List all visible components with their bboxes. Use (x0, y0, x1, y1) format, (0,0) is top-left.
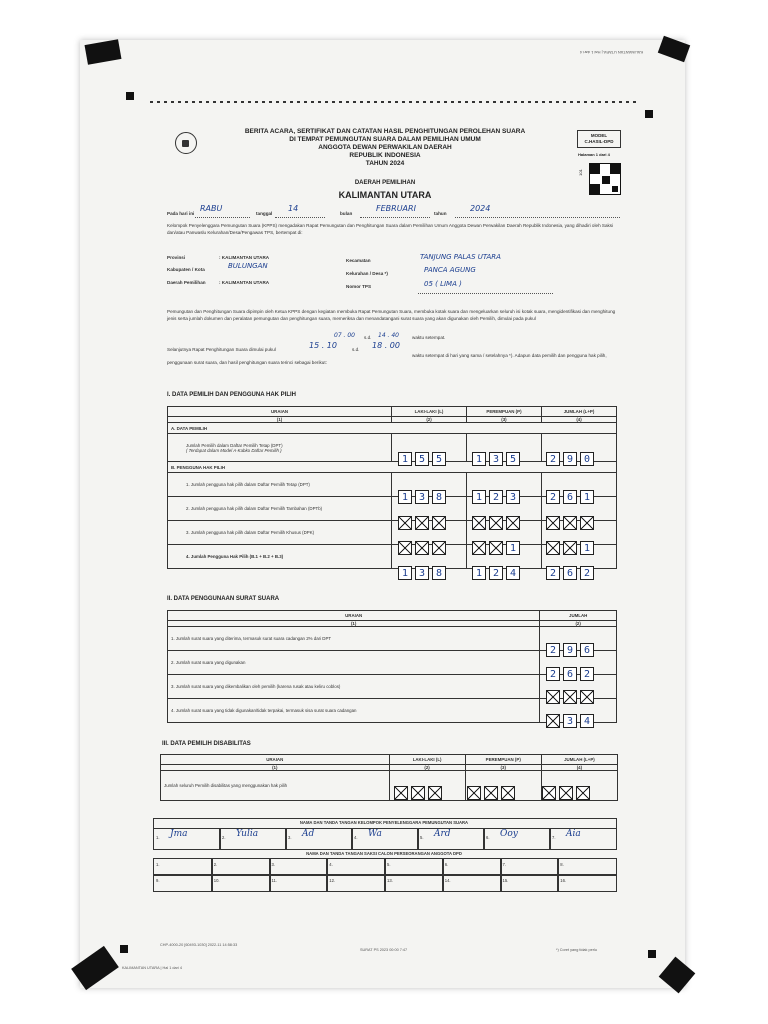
witness-number: 7. (502, 862, 506, 867)
procedure-paragraph: Pemungutan dan Penghitungan Suara dipimpin oleh Ketua KPPS dengan kegiatan membuka Rapat Pemungutan Suara, membuka kotak suara dan mengeluarkan seluruh isi kotak suara, mengidentifikasi dan menghitung jenis serta jumlah dokumen dan peralatan pemungutan dan penghitungan suara, memeriksa dan menandatangani surat suara yang akan digunakan oleh Pemilih, dimulai pada pukul (167, 309, 616, 321)
digit-box: 5 (415, 452, 429, 466)
witness-sign-cell (269, 874, 329, 892)
time-end: 14 . 40 (378, 332, 399, 339)
digit-box-crossed (580, 690, 594, 704)
witness-number: 13. (387, 878, 393, 883)
kpps-signature: Aia (566, 829, 581, 839)
footer-bottom: KALIMANTAN UTARA | Hal 1 dari 4 (122, 966, 182, 970)
s3-p (467, 786, 515, 800)
intro-paragraph: Kelompok Penyelenggara Pemungutan Suara (KPPS) mengadakan Rapat Pemungutan dan Penghitungan Suara dalam Pemilihan Umum Anggota Dewan Perwakilan Daerah Republik Indonesia, yang dihadiri oleh Saksi dan/atau Panwaslu Kelurahan/Desa/Pengawas TPS, bertempat di: (167, 223, 614, 235)
year-value: 2024 (470, 204, 491, 213)
digit-box: 5 (432, 452, 446, 466)
electoral-label: Daerah Pemilihan (167, 280, 206, 285)
witness-number: 15. (502, 878, 509, 883)
witness-title: NAMA DAN TANDA TANGAN SAKSI CALON PERSEORANGAN ANGGOTA DPD (306, 851, 462, 856)
digit-box: 2 (546, 643, 560, 657)
digit-group (472, 566, 520, 580)
col-num: (3) (466, 417, 541, 423)
footer-left: CHP-4000-20 [60493-1030] 2022-11 14:58:33 (160, 943, 238, 947)
kpps-sign-cell (549, 828, 617, 850)
digit-box: 2 (546, 490, 560, 504)
digit-box: 9 (563, 452, 577, 466)
village-label: Kelurahan / Desa *) (346, 271, 388, 276)
district-name: KALIMANTAN UTARA (338, 190, 432, 200)
col-laki: LAKI-LAKI (L) (389, 755, 465, 765)
time-start: 07 . 00 (334, 332, 355, 339)
kpps-title: NAMA DAN TANDA TANGAN KELOMPOK PENYELENGGARA PEMUNGUTAN SUARA (299, 820, 469, 825)
digit-box-crossed (576, 786, 590, 800)
regency-label: Kabupaten / Kota (167, 267, 205, 272)
digit-box: 3 (506, 490, 520, 504)
witness-number: 5. (387, 862, 391, 867)
digit-group (546, 667, 594, 681)
witness-sign-cell (384, 874, 444, 892)
village-value: PANCA AGUNG (424, 266, 476, 274)
subdistrict-label: Kecamatan (346, 258, 371, 263)
section-b-label: B. PENGGUNA HAK PILIH (168, 462, 617, 473)
digit-box: 2 (546, 452, 560, 466)
digit-box: 2 (489, 490, 503, 504)
witness-number: 12. (329, 878, 336, 883)
model-box: MODEL C.HASIL-DPD (577, 130, 621, 148)
col-num: (1) (168, 621, 540, 627)
digit-box-crossed (411, 786, 425, 800)
digit-box: 0 (580, 452, 594, 466)
regency-value: BULUNGAN (228, 262, 268, 270)
kpps-signature: Wa (368, 829, 382, 839)
count-start: 15 . 10 (309, 341, 337, 350)
digit-box: 9 (563, 643, 577, 657)
witness-sign-cell (211, 874, 271, 892)
tps-label: Nomor TPS (346, 284, 372, 289)
witness-number: 16. (560, 878, 567, 883)
kpps-number: 7. (552, 835, 556, 840)
electoral-value: : KALIMANTAN UTARA (219, 280, 270, 285)
date-value: 14 (288, 204, 299, 213)
digit-box-crossed (415, 541, 429, 555)
kpps-sign-cell (351, 828, 419, 850)
time-sep: s.d. (364, 335, 372, 340)
year-dots (455, 217, 620, 218)
section-1-title: I. DATA PEMILIH DAN PENGGUNA HAK PILIH (167, 392, 296, 398)
digit-box-crossed (467, 786, 481, 800)
digit-box-crossed (546, 516, 560, 530)
witness-number: 14. (444, 878, 451, 883)
col-jumlah: JUMLAH (L+P) (542, 407, 617, 417)
kpps-number: 4. (354, 835, 358, 840)
digit-box-crossed (563, 690, 577, 704)
digit-group (546, 566, 594, 580)
witness-sign-cell (557, 874, 617, 892)
col-num: (2) (392, 417, 467, 423)
s2-row-label: 4. Jumlah surat suara yang tidak digunakan/tidak terpakai, termasuk sisa surat suara cadangan (168, 699, 540, 723)
col-num: (1) (161, 765, 390, 771)
witness-number: 2. (213, 862, 218, 867)
witness-sign-cell (500, 874, 560, 892)
col-laki: LAKI-LAKI (L) (392, 407, 467, 417)
digit-group (472, 541, 520, 555)
tps-dots (418, 293, 553, 294)
digit-box-crossed (489, 541, 503, 555)
kpu-logo (175, 132, 197, 154)
s3-j (542, 786, 590, 800)
month-value: FEBRUARI (376, 204, 416, 213)
day-value: RABU (200, 204, 223, 213)
digit-box: 3 (415, 490, 429, 504)
digit-box-crossed (432, 516, 446, 530)
kpps-number: 5. (420, 835, 424, 840)
col-uraian: URAIAN (168, 407, 392, 417)
digit-box: 4 (506, 566, 520, 580)
witness-number: 3. (271, 862, 275, 867)
kpps-number: 6. (486, 835, 490, 840)
col-perempuan: PEREMPUAN (P) (466, 407, 541, 417)
col-num: (2) (540, 621, 617, 627)
day-dots (195, 217, 250, 218)
day-label: Pada hari ini (167, 211, 195, 216)
digit-box-crossed (559, 786, 573, 800)
digit-group (398, 541, 446, 555)
digit-group (546, 643, 594, 657)
digit-box-crossed (542, 786, 556, 800)
s1-a-j (546, 452, 594, 466)
registration-mark (120, 945, 128, 953)
dpt-row-line2: ( Terdapat dalam Model A-Kabko Daftar Pemilih ) (186, 447, 282, 453)
footer-right: *) Coret yang tidak perlu (556, 948, 597, 952)
digit-group (472, 490, 520, 504)
count-end: 18 . 00 (372, 341, 400, 350)
footer-center: SURAT PS 2023 00:00 7:47 (360, 948, 408, 952)
digit-box: 1 (398, 452, 412, 466)
col-num: (4) (541, 765, 617, 771)
col-perempuan: PEREMPUAN (P) (465, 755, 541, 765)
digit-box: 3 (415, 566, 429, 580)
digit-box: 1 (506, 541, 520, 555)
kpps-signature: Ad (302, 829, 315, 839)
witness-sign-cell (442, 874, 502, 892)
s1-a-p (472, 452, 520, 466)
digit-box: 1 (472, 490, 486, 504)
witness-number: 4. (329, 862, 333, 867)
digit-box-crossed (563, 541, 577, 555)
year-label: tahun (434, 211, 447, 216)
dpt-row-label (168, 434, 392, 462)
registration-mark (648, 950, 656, 958)
col-jumlah: JUMLAH (540, 611, 617, 621)
digit-group (398, 566, 446, 580)
digit-group (472, 516, 520, 530)
digit-box: 6 (563, 490, 577, 504)
digit-box: 2 (580, 566, 594, 580)
document-title: BERITA ACARA, SERTIFIKAT DAN CATATAN HASIL PENGHITUNGAN PEROLEHAN SUARA DI TEMPAT PEMUNGUTAN SUARA DALAM PEMILIHAN UMUM ANGGOTA DEWAN PERWAKILAN DAERAH REPUBLIK INDONESIA TAHUN 2024 (244, 128, 526, 167)
digit-box: 8 (432, 566, 446, 580)
digit-box: 8 (432, 490, 446, 504)
digit-box-crossed (398, 516, 412, 530)
digit-group (398, 516, 446, 530)
s3-l (394, 786, 442, 800)
col-num: (2) (389, 765, 465, 771)
digit-box: 2 (546, 566, 560, 580)
col-uraian: URAIAN (161, 755, 390, 765)
digit-box: 1 (472, 566, 486, 580)
digit-group (546, 690, 594, 704)
qr-code-icon (589, 163, 621, 195)
count-paragraph: Selanjutnya Rapat Penghitungan Suara dimulai pukul (167, 347, 276, 352)
digit-box: 1 (398, 566, 412, 580)
digit-group (546, 714, 594, 728)
digit-box-crossed (580, 516, 594, 530)
top-right-note: KALIMANTAN UTARA | Hal 1 dari 4 (580, 50, 644, 55)
digit-box-crossed (506, 516, 520, 530)
witness-number: 6. (444, 862, 449, 867)
dpt-row-line1: Jumlah Pemilih dalam Daftar Pemilih Tetap (DPT) (186, 442, 283, 448)
digit-group (546, 490, 594, 504)
qr-label: 101 (577, 169, 583, 176)
kpps-sign-cell (285, 828, 353, 850)
witness-sign-cell (326, 874, 386, 892)
digit-box-crossed (546, 541, 560, 555)
digit-box-crossed (394, 786, 408, 800)
witness-number: 8. (560, 862, 564, 867)
kpps-number: 2. (222, 835, 226, 840)
digit-box-crossed (432, 541, 446, 555)
digit-box: 1 (580, 490, 594, 504)
digit-box: 3 (563, 714, 577, 728)
top-dotted-line (150, 101, 640, 103)
date-dots (275, 217, 325, 218)
count-sep: s.d. (352, 347, 360, 352)
digit-box: 3 (489, 452, 503, 466)
digit-box-crossed (501, 786, 515, 800)
kpps-signature: Ard (434, 829, 451, 839)
digit-group (546, 541, 594, 555)
province-label: Provinsi (167, 255, 186, 260)
b-row-label: 3. Jumlah pengguna hak pilih dalam Daftar Pemilih Khusus (DPK) (168, 521, 392, 545)
witness-number: 1. (156, 862, 160, 867)
col-num: (4) (542, 417, 617, 423)
date-label: tanggal (256, 211, 273, 216)
section-a-label: A. DATA PEMILIH (168, 423, 617, 434)
registration-mark (126, 92, 134, 100)
s2-row-label: 1. Jumlah surat suara yang diterima, termasuk surat suara cadangan 2% dari DPT (168, 627, 540, 651)
col-num: (1) (168, 417, 392, 423)
disability-row-label: Jumlah seluruh Pemilih disabilitas yang menggunakan hak pilih (161, 771, 390, 801)
district-label: DAERAH PEMILIHAN (354, 180, 416, 186)
kpps-number: 3. (288, 835, 292, 840)
kpps-signature: Jma (170, 829, 188, 839)
kpps-signature: Ooy (500, 829, 518, 839)
digit-box: 2 (580, 667, 594, 681)
col-uraian: URAIAN (168, 611, 540, 621)
digit-box: 2 (489, 566, 503, 580)
digit-group (398, 490, 446, 504)
digit-box: 2 (546, 667, 560, 681)
digit-box: 5 (506, 452, 520, 466)
digit-box: 6 (580, 643, 594, 657)
witness-number: 10. (213, 878, 220, 883)
digit-box-crossed (398, 541, 412, 555)
digit-box-crossed (489, 516, 503, 530)
kpps-number: 1. (156, 835, 160, 840)
s2-row-label: 3. Jumlah surat suara yang dikembalikan oleh pemilih (karena rusak atau keliru coblos) (168, 675, 540, 699)
subdistrict-value: TANJUNG PALAS UTARA (420, 253, 501, 261)
month-label: bulan (340, 211, 353, 216)
count-paragraph-end: waktu setempat di hari yang sama / setelahnya *). Adapun data pemilih dan pengguna hak pilih, penggunaan surat suara, dan hasil penghitungan suara terinci sebagai berikut: (167, 353, 607, 365)
time-end-label: waktu setempat. (412, 335, 446, 340)
kpps-sign-cell (417, 828, 485, 850)
digit-box-crossed (484, 786, 498, 800)
page-indicator: Halaman 1 dari 4 (578, 152, 610, 157)
digit-box-crossed (546, 714, 560, 728)
witness-sign-cell (153, 874, 213, 892)
digit-box-crossed (415, 516, 429, 530)
s2-row-label: 2. Jumlah surat suara yang digunakan (168, 651, 540, 675)
digit-box: 6 (563, 566, 577, 580)
registration-mark (645, 110, 653, 118)
digit-box-crossed (472, 541, 486, 555)
col-jumlah: JUMLAH (L+P) (541, 755, 617, 765)
digit-box-crossed (563, 516, 577, 530)
digit-box-crossed (428, 786, 442, 800)
b-row-label: 4. Jumlah Pengguna Hak Pilih (B.1 + B.2 + B.3) (168, 545, 392, 569)
month-dots (360, 217, 430, 218)
digit-box: 6 (563, 667, 577, 681)
digit-box: 1 (398, 490, 412, 504)
b-row-label: 1. Jumlah pengguna hak pilih dalam Daftar Pemilih Tetap (DPT) (168, 473, 392, 497)
digit-group (546, 516, 594, 530)
tps-value: 05 ( LIMA ) (424, 280, 462, 288)
section-3-title: III. DATA PEMILIH DISABILITAS (162, 741, 251, 747)
kpps-signature: Yulia (236, 829, 259, 839)
digit-box: 4 (580, 714, 594, 728)
digit-box: 1 (580, 541, 594, 555)
witness-number: 11. (271, 878, 278, 883)
digit-box: 1 (472, 452, 486, 466)
section-2-title: II. DATA PENGGUNAAN SURAT SUARA (167, 596, 280, 602)
col-num: (3) (465, 765, 541, 771)
province-value: : KALIMANTAN UTARA (219, 255, 270, 260)
s1-a-l (398, 452, 446, 466)
b-row-label: 2. Jumlah pengguna hak pilih dalam Daftar Pemilih Tambahan (DPTb) (168, 497, 392, 521)
digit-box-crossed (472, 516, 486, 530)
digit-box-crossed (546, 690, 560, 704)
witness-number: 9. (156, 878, 160, 883)
